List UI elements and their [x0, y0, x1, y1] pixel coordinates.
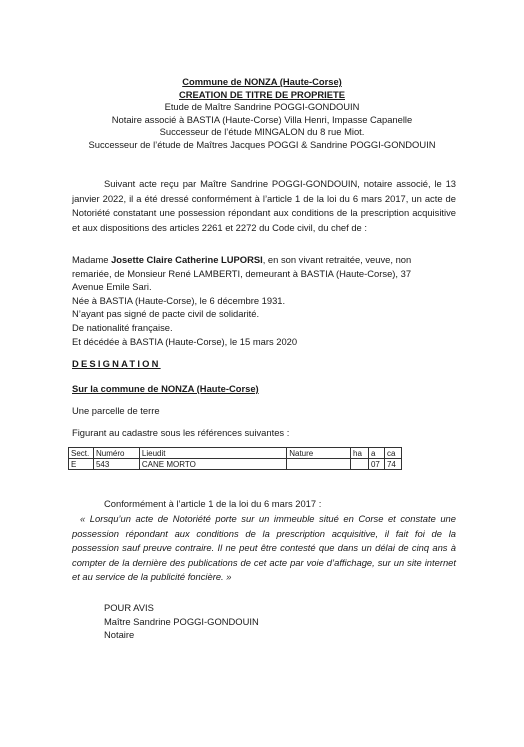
document-header [60, 76, 464, 152]
person-pacs: N’ayant pas signé de pacte civil de solidarité. [72, 308, 260, 320]
header-line-etude: Etude de Maître Sandrine POGGI-GONDOUIN [164, 101, 360, 113]
person-birth: Née à BASTIA (Haute-Corse), le 6 décembre 1931. [72, 294, 286, 306]
conformement-text: Conformément à l’article 1 de la loi du 6 mars 2017 : [104, 498, 322, 509]
person-line-1 [72, 253, 456, 267]
col-header-sect: Sect. [69, 448, 94, 459]
parcelle-text: Une parcelle de terre [72, 405, 160, 416]
col-header-ha: ha [351, 448, 369, 459]
cell-sect: E [69, 459, 94, 470]
col-header-nature: Nature [287, 448, 351, 459]
person-prefix: Madame [72, 254, 112, 265]
col-header-a: a [368, 448, 384, 459]
table-row [69, 459, 402, 470]
acte-paragraph: Suivant acte reçu par Maître Sandrine POGGI-GONDOUIN, notaire associé, le 13 janvier 2022, il a été dressé conformément à l’article 1 de la loi du 6 mars 2017, un acte de Notoriété constatant une possession répondant aux conditions de la prescription acquisitive et aux dispositions des articles 2261 et 2272 du Code civil, du chef de : [72, 178, 456, 233]
header-line-successeur-1: Successeur de l’étude MINGALON du 8 rue Miot. [159, 126, 365, 138]
signatory-name: Maître Sandrine POGGI-GONDOUIN [104, 615, 259, 627]
cell-ha [351, 459, 369, 470]
cadastre-table [68, 447, 402, 470]
person-line-3: Avenue Emile Sari. [72, 281, 152, 293]
commune-subheading: Sur la commune de NONZA (Haute-Corse) [72, 383, 259, 394]
cell-ca: 74 [384, 459, 401, 470]
commune-title: Commune de NONZA (Haute-Corse) [182, 76, 342, 87]
figurant-text: Figurant au cadastre sous les références suivantes : [72, 427, 290, 438]
person-block [72, 253, 456, 348]
person-rest: , en son vivant retraitée, veuve, non [262, 254, 412, 265]
cell-nature [287, 459, 351, 470]
header-line-successeur-2: Successeur de l’étude de Maîtres Jacques POGGI & Sandrine POGGI-GONDOUIN [88, 138, 436, 150]
cell-numero: 543 [93, 459, 139, 470]
signatory-title: Notaire [104, 629, 135, 641]
col-header-lieudit: Lieudit [139, 448, 286, 459]
person-nationality: De nationalité française. [72, 321, 173, 333]
person-name: Josette Claire Catherine LUPORSI [111, 254, 263, 265]
document-title: CREATION DE TITRE DE PROPRIETE [179, 88, 345, 100]
header-line-notaire: Notaire associé à BASTIA (Haute-Corse) Villa Henri, Impasse Capanelle [111, 113, 413, 125]
pour-avis: POUR AVIS [104, 602, 154, 613]
col-header-ca: ca [384, 448, 401, 459]
signature-block [104, 601, 488, 642]
cell-lieudit: CANE MORTO [139, 459, 286, 470]
person-line-2: remariée, de Monsieur René LAMBERTI, demeurant à BASTIA (Haute-Corse), 37 [72, 267, 412, 279]
cell-a: 07 [368, 459, 384, 470]
cadastre-header-row [69, 448, 402, 459]
designation-heading: DESIGNATION [72, 358, 161, 369]
legal-quote: « Lorsqu’un acte de Notoriété porte sur un immeuble situé en Corse et constate une possession répondant aux conditions de la prescription acquisitive, il fait foi de la possession sauf preuve contraire. Il ne peut être contesté que dans un délai de cinq ans à compter de la dernière des publications de cet acte par voie d’affichage, sur un site internet et au service de la publicité foncière. » [72, 513, 456, 583]
person-death: Et décédée à BASTIA (Haute-Corse), le 15 mars 2020 [72, 335, 298, 347]
col-header-numero: Numéro [93, 448, 139, 459]
